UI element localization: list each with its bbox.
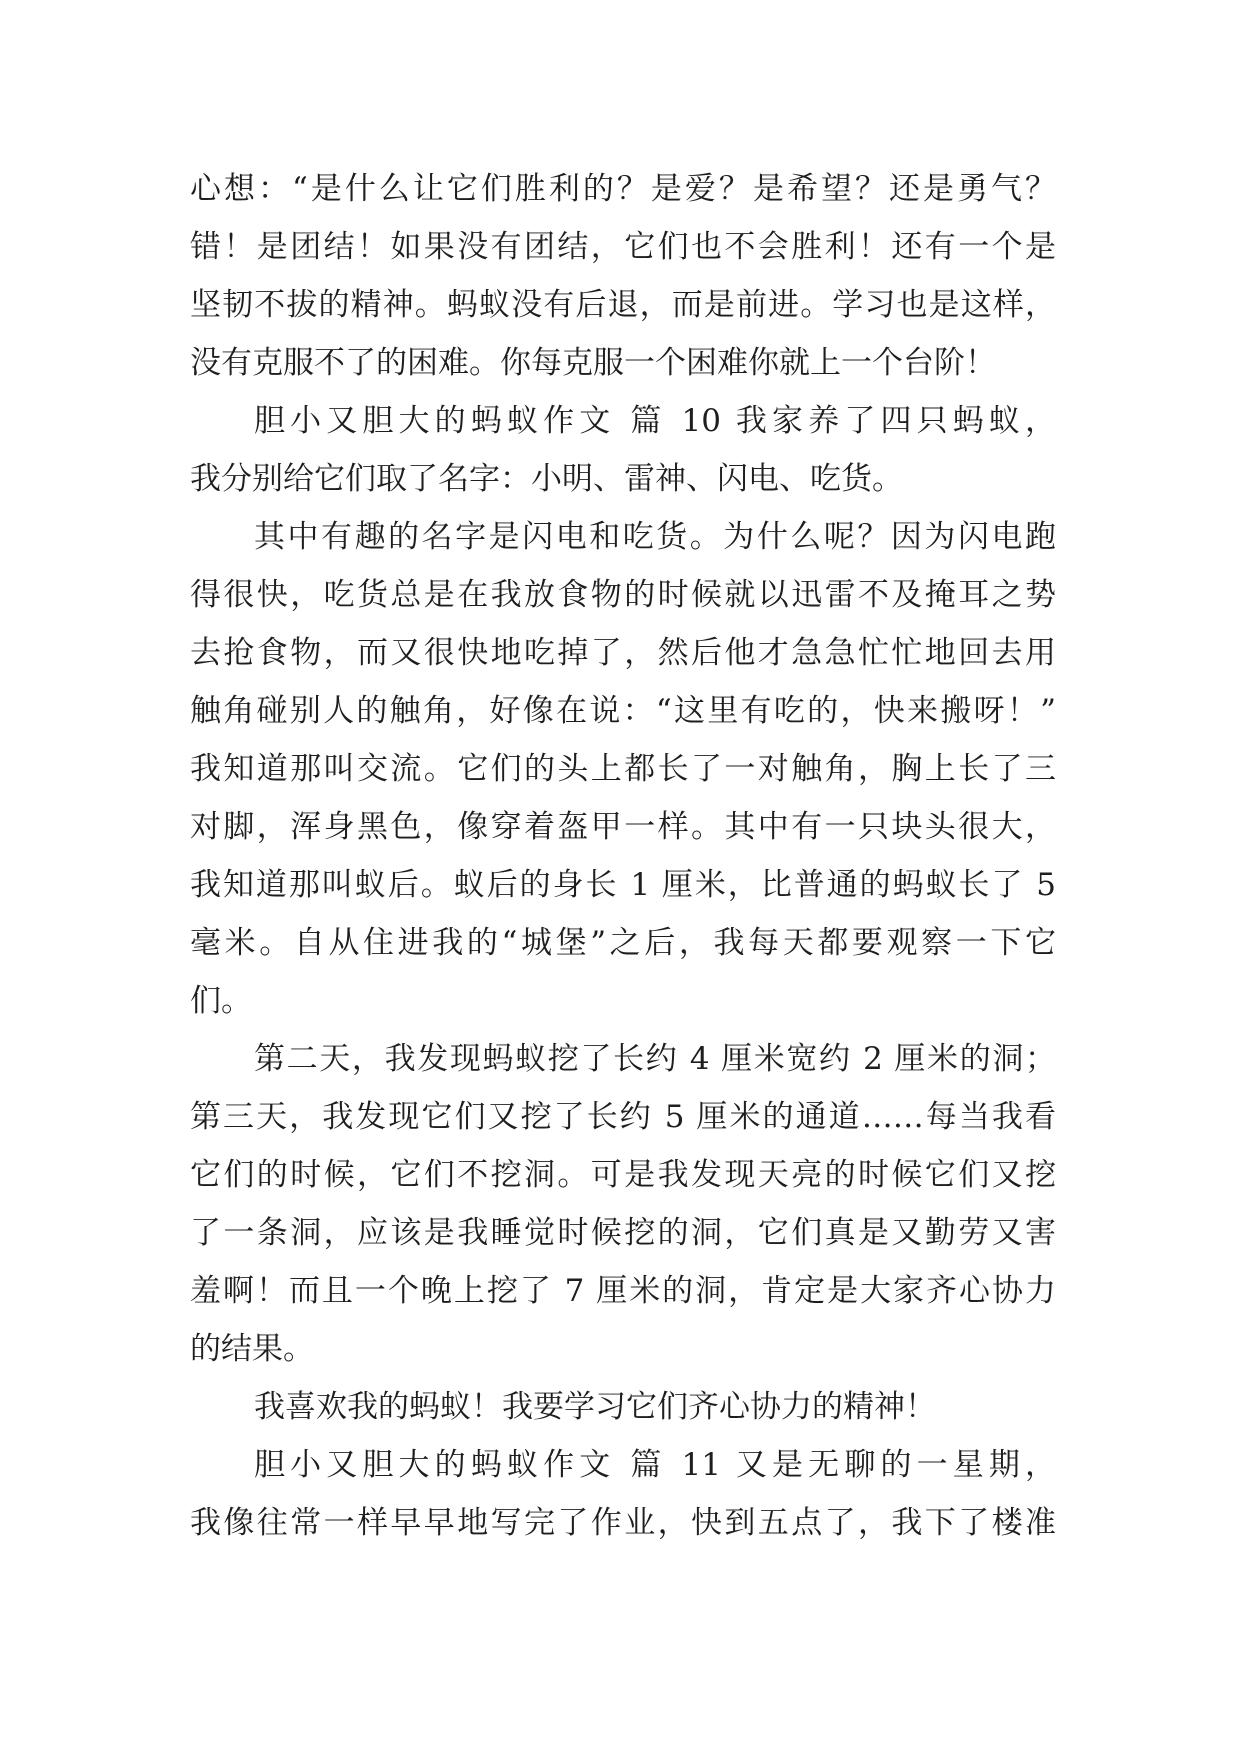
text-line: 们。 bbox=[190, 983, 252, 1019]
text-line: 了一条洞，应该是我睡觉时候挖的洞，它们真是又勤劳又害 bbox=[190, 1215, 1056, 1251]
text-line: 羞啊！而且一个晚上挖了 7 厘米的洞，肯定是大家齐心协力 bbox=[190, 1273, 1056, 1309]
text-line: 我喜欢我的蚂蚁！我要学习它们齐心协力的精神！ bbox=[254, 1389, 936, 1425]
text-line: 我像往常一样早早地写完了作业，快到五点了，我下了楼准 bbox=[190, 1505, 1056, 1541]
article-body bbox=[190, 160, 1056, 1552]
text-line: 毫米。自从住进我的“城堡”之后，我每天都要观察一下它 bbox=[190, 925, 1056, 961]
text-line: 第二天，我发现蚂蚁挖了长约 4 厘米宽约 2 厘米的洞； bbox=[254, 1041, 1056, 1077]
text-line: 心想：“是什么让它们胜利的？是爱？是希望？还是勇气？ bbox=[190, 171, 1056, 207]
text-line: 它们的时候，它们不挖洞。可是我发现天亮的时候它们又挖 bbox=[190, 1157, 1056, 1193]
text-line: 坚韧不拔的精神。蚂蚁没有后退，而是前进。学习也是这样， bbox=[190, 287, 1056, 323]
text-line: 去抢食物，而又很快地吃掉了，然后他才急急忙忙地回去用 bbox=[190, 635, 1056, 671]
text-line: 错！是团结！如果没有团结，它们也不会胜利！还有一个是 bbox=[190, 229, 1056, 265]
text-line: 我知道那叫蚁后。蚁后的身长 1 厘米，比普通的蚂蚁长了 5 bbox=[190, 867, 1056, 903]
text-line: 没有克服不了的困难。你每克服一个困难你就上一个台阶！ bbox=[190, 345, 996, 381]
text-line: 我分别给它们取了名字：小明、雷神、闪电、吃货。 bbox=[190, 461, 903, 497]
text-line: 我知道那叫交流。它们的头上都长了一对触角，胸上长了三 bbox=[190, 751, 1056, 787]
text-line: 对脚，浑身黑色，像穿着盔甲一样。其中有一只块头很大， bbox=[190, 809, 1056, 845]
text-line: 第三天，我发现它们又挖了长约 5 厘米的通道……每当我看 bbox=[190, 1099, 1056, 1135]
text-line: 触角碰别人的触角，好像在说：“这里有吃的，快来搬呀！” bbox=[190, 693, 1056, 729]
section-heading-line: 胆小又胆大的蚂蚁作文 篇 11 又是无聊的一星期， bbox=[254, 1447, 1056, 1483]
text-line: 的结果。 bbox=[190, 1331, 314, 1367]
text-line: 其中有趣的名字是闪电和吃货。为什么呢？因为闪电跑 bbox=[254, 519, 1056, 555]
text-line: 得很快，吃货总是在我放食物的时候就以迅雷不及掩耳之势 bbox=[190, 577, 1056, 613]
section-heading-line: 胆小又胆大的蚂蚁作文 篇 10 我家养了四只蚂蚁， bbox=[254, 403, 1056, 439]
